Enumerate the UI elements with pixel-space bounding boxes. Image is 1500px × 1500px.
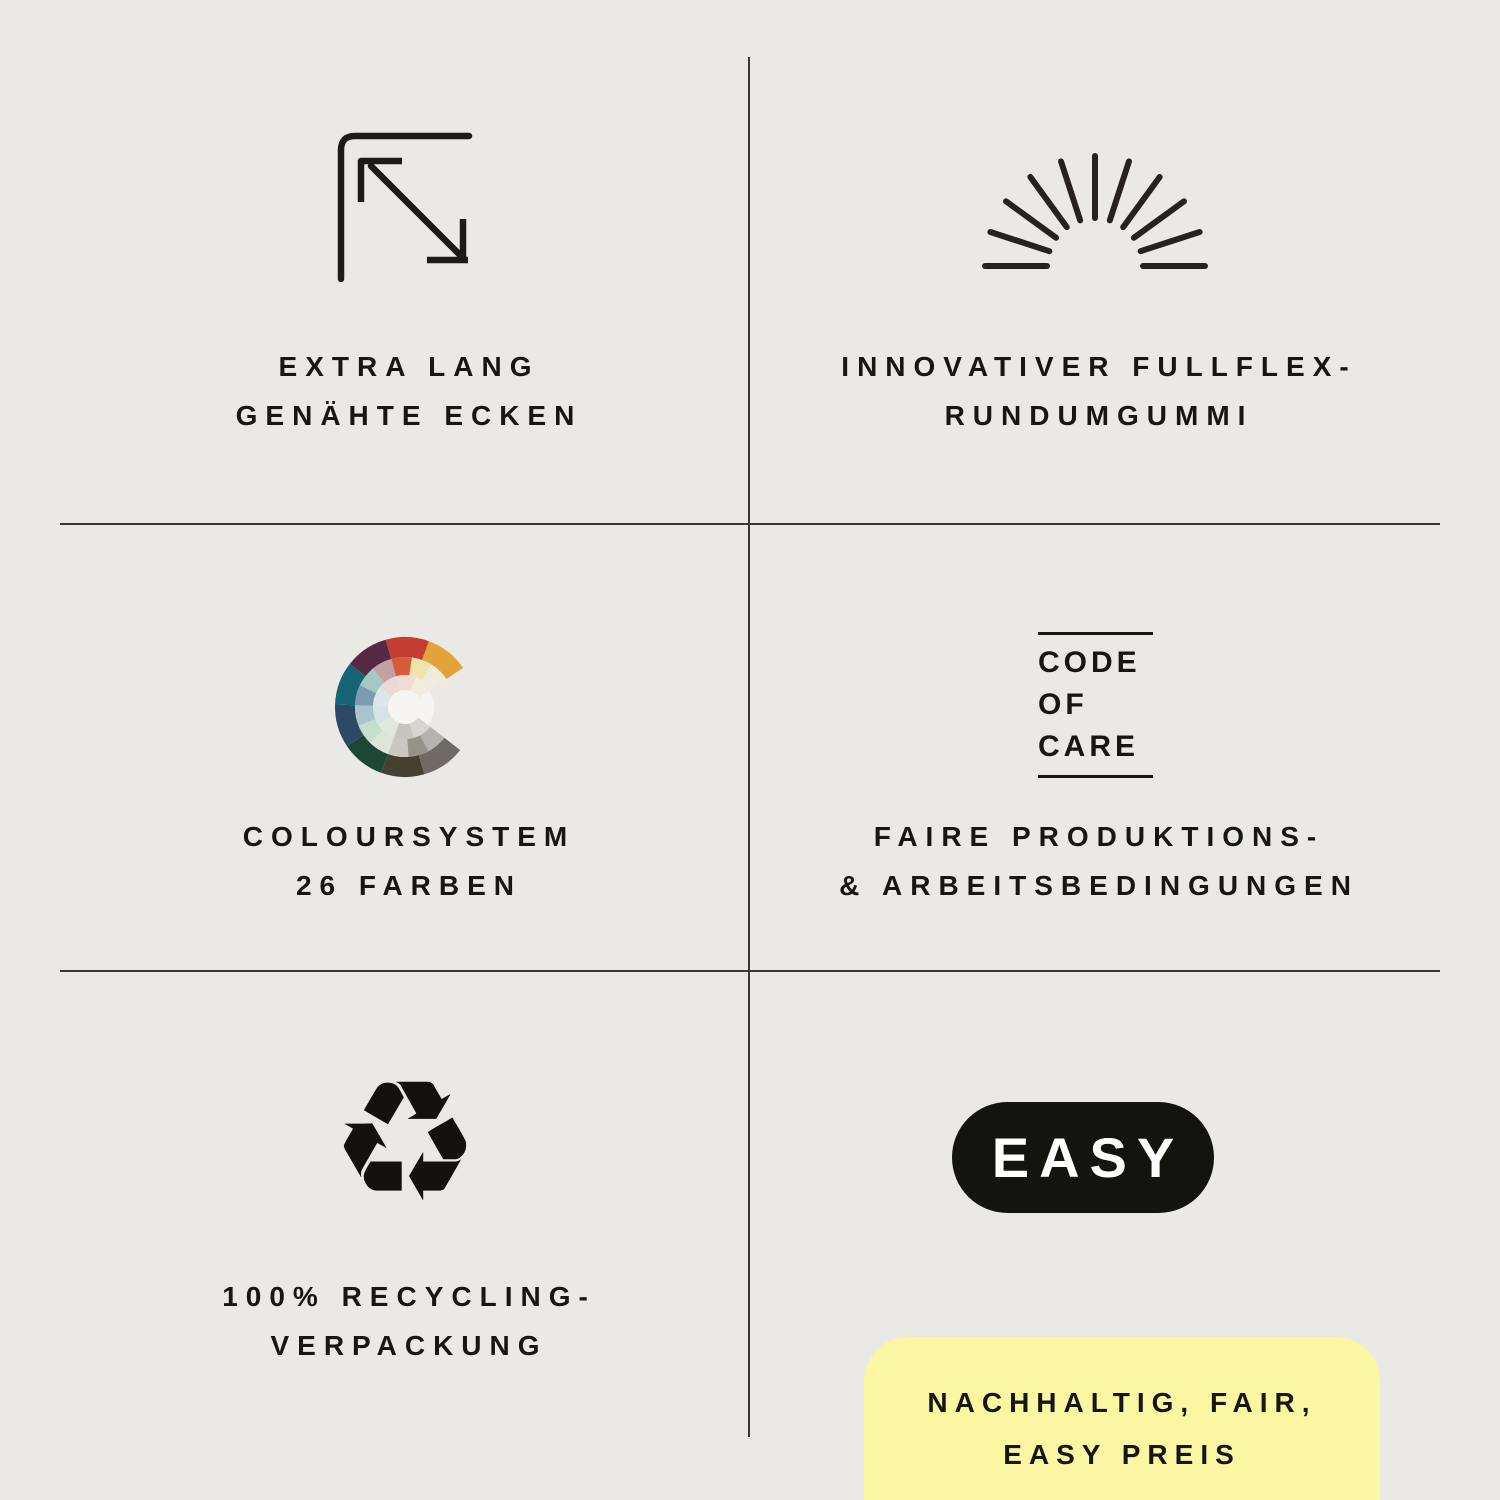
logo-rule-top bbox=[1038, 632, 1153, 635]
feature-label-line: COLOURSYSTEM bbox=[242, 821, 576, 852]
logo-text-line: OF bbox=[1038, 688, 1088, 721]
logo-rule-bottom bbox=[1038, 775, 1153, 778]
feature-code-of-care bbox=[750, 525, 1440, 970]
colour-wheel-icon bbox=[325, 627, 485, 787]
feature-coloursystem bbox=[60, 525, 750, 970]
logo-text-line: CARE bbox=[1038, 730, 1140, 763]
feature-label-line: INNOVATIVER FULLFLEX- bbox=[841, 351, 1357, 382]
price-note bbox=[864, 1337, 1380, 1500]
feature-fullflex-elastic bbox=[750, 0, 1440, 523]
feature-label-line: FAIRE PRODUKTIONS- bbox=[873, 821, 1325, 852]
recycling-icon: ♻ bbox=[329, 1044, 481, 1240]
feature-label-line: RUNDUMGUMMI bbox=[944, 400, 1254, 431]
feature-label bbox=[60, 1272, 750, 1370]
logo-text-line: CODE bbox=[1038, 646, 1141, 679]
price-note-line: EASY PREIS bbox=[1003, 1439, 1241, 1470]
feature-label-line: VERPACKUNG bbox=[270, 1330, 548, 1361]
price-note-line: NACHHALTIG, FAIR, bbox=[927, 1387, 1317, 1418]
feature-label bbox=[750, 342, 1440, 440]
feature-label-line: EXTRA LANG bbox=[278, 351, 540, 382]
feature-label bbox=[750, 812, 1440, 910]
feature-label-line: 100% RECYCLING- bbox=[222, 1281, 596, 1312]
feature-easy-price bbox=[750, 972, 1440, 1500]
easy-badge bbox=[952, 1102, 1214, 1213]
feature-label-line: & ARBEITSBEDINGUNGEN bbox=[839, 870, 1359, 901]
feature-label-line: GENÄHTE ECKEN bbox=[235, 400, 583, 431]
logo-text bbox=[1038, 642, 1153, 768]
feature-recycling-packaging bbox=[60, 972, 750, 1500]
easy-badge-label: EASY bbox=[991, 1126, 1185, 1189]
feature-extra-long-corners bbox=[60, 0, 750, 523]
expand-arrow-icon bbox=[337, 130, 473, 282]
feature-label bbox=[60, 812, 750, 910]
feature-label-line: 26 FARBEN bbox=[295, 870, 523, 901]
code-of-care-logo bbox=[1038, 632, 1153, 778]
sunrise-rays-icon bbox=[979, 152, 1211, 272]
feature-label bbox=[60, 342, 750, 440]
